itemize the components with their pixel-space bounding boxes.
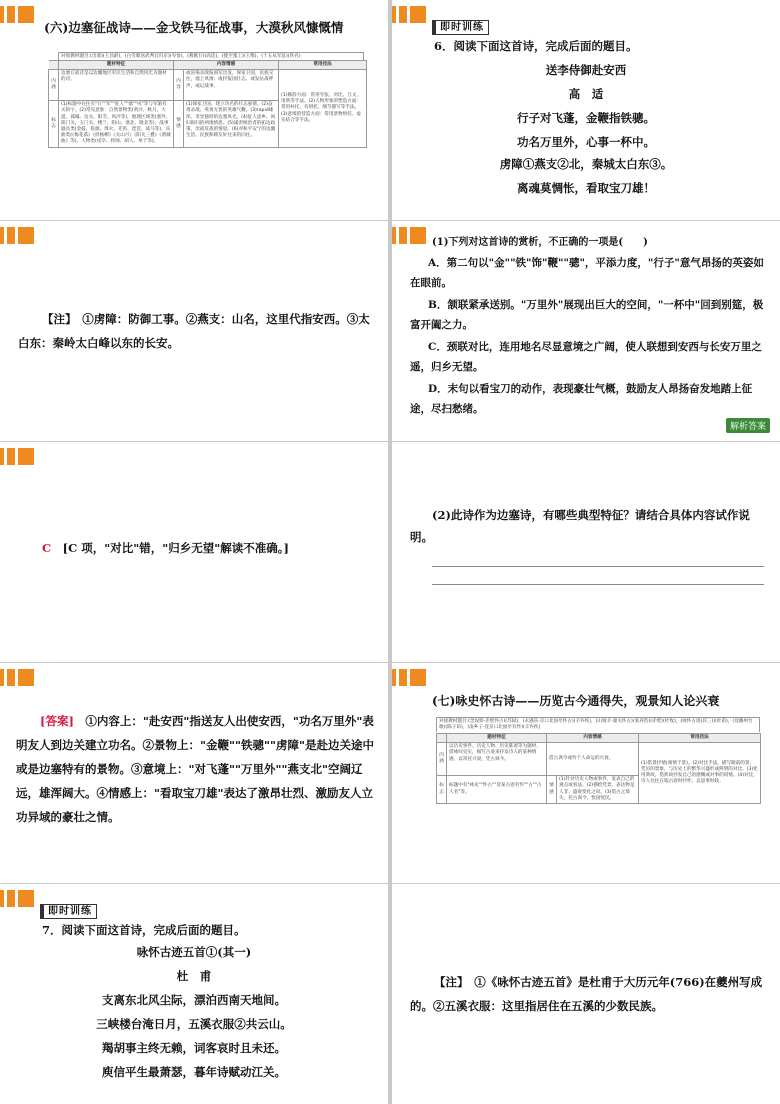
cell-marks-content: (1)针对历史人物或事件，发表自己的观点或看法。(2)描绘凭景，表达物是人非、盛衰变化之叹。(3)借古之境失，托古讽今，忧国忧民。 [557,776,639,804]
poem-line-1: 行子对飞蓬，金鞭指铁骢。 [517,111,655,125]
option-a[interactable]: A．第二句以"金""铁"饰"鞭""骢"，平添力度，"行子"意气昂扬的英姿如在眼前。 [410,257,764,289]
notes-label: 【注】 [434,975,463,989]
slide-question-2 [392,442,780,662]
slide-frontier-poetry-table [0,0,388,220]
q1-stem: (1)下列对这首诗的赏析，不正确的一项是( ) [432,237,648,248]
answer-line [42,538,289,558]
row-label-marks: 标 志 [437,776,447,804]
cell-meaning-content: 借古讽今或吟个人命运的兴衰。 [547,743,639,776]
col-header-theme: 题材特征 [59,61,174,70]
col-header-tech: 常用技法 [639,734,761,743]
poem-line-3: 虏障①燕支②北，秦城太白东③。 [499,157,673,171]
orange-stripe-icon [0,669,34,686]
cell-techniques: (1)修辞方面：常用夸张、对比、互文、用典等手法。(2)人物形象的塑造方面：常用衬托、有烘托、细节描写等手法。(3)意境的营造方面：常用景物烘托、虚实结合等手法。 [279,70,367,147]
notes-paragraph [410,970,766,1018]
row-label-meaning: 内 涵 [437,743,447,776]
slide-poem-notes-7 [392,884,780,1104]
slide-exercise-6-poem [392,0,780,220]
orange-stripe-icon [392,6,426,23]
poem-title: 咏怀古迹五首①(其一) [136,945,252,959]
practice-tag: 即时训练 [432,20,489,35]
slide-question-1 [392,221,780,441]
col-header-theme: 题材特征 [447,734,547,743]
slide-answer-1 [0,442,388,662]
exercise-question: 6．阅读下面这首诗，完成后面的题目。 [434,39,638,53]
notes-text: ①虏障：防御工事。②燕支：山名，这里代指安西。③太白东：秦岭太白峰以东的长安。 [18,312,370,350]
cell-marks-content: (1)保家卫国、建立功名的壮志豪情。(2)奋勇杀敌、英勇无畏的英雄气概。(3)rapid雄浑、奇异独特的边塞风光。(4)征人思乡、闺妇盼归的两地情思。(5)谴责统治者的拓边政策，厌战反战的情思。(6)对和平安宁的边疆生活、民族和睦友好往来的向往。 [184,101,279,147]
poem-line-1: 支离东北风尘际，漂泊西南天地间。 [102,993,286,1007]
answer-line-2[interactable] [432,584,764,585]
notes-paragraph [18,307,374,355]
slide-exercise-7-poem [0,884,388,1104]
poem-line-4: 庾信平生最萧瑟，暮年诗赋动江关。 [102,1065,286,1079]
slide-answer-2 [0,663,388,883]
section-title: (七)咏史怀古诗——历览古今通得失，观景知人论兴衰 [432,694,720,708]
col-header-tech: 常用技法 [279,61,367,70]
option-b[interactable]: B．颔联紧承送别。"万里外"展现出巨大的空间，"一杯中"回到别筵，极富开阖之力。 [410,299,764,331]
row-mid-label-emotion: 情 感 [547,776,557,804]
answer-choice: C [42,541,52,555]
poem-line-2: 三峡楼台淹日月，五溪衣服②共云山。 [96,1017,292,1031]
table-caption: 对接教材题目:(念奴娇·赤壁怀古)(苏轼)，(永遇乐·京口北固亭怀古)(辛弃疾)，(山坡羊·潼关怀古)(张养浩)(赤壁)(杜牧)，(咏怀古迹(其三))(杜甫)，(登幽州台歌)(陈子昂)，(南乡子·登京口北固亭有怀)(辛弃疾) [436,717,760,732]
orange-stripe-icon [392,227,426,244]
poem-line-3: 羯胡事主终无赖，词客哀时且未还。 [102,1041,286,1055]
section-title: (六)边塞征战诗——金戈铁马征战事，大漠秋风慷慨情 [44,20,344,35]
answer-text: ①内容上："赴安西"指送友人出使安西，"功名万里外"表明友人到边关建立功名。②景物上："金鞭""铁骢""虏障"是赴边关途中或是边塞特有的景物。③意境上："对飞蓬""万里外""燕支北"空阔辽远，雄浑阔大。④情感上："看取宝刀雄"表达了激昂壮烈、激励友人立功异域的豪壮之情。 [16,714,374,824]
show-answer-button[interactable]: 解析答案 [726,418,770,433]
poem-title: 送李侍御赴安西 [545,63,627,77]
orange-stripe-icon [0,6,34,23]
col-header-content: 内容情感 [547,734,639,743]
option-c[interactable]: C．颈联对比，连用地名尽显意境之广阔，使人联想到安西与长安万里之遥，归乡无望。 [410,341,762,373]
option-d[interactable]: D．末句以看宝刀的动作，表现豪壮气概，鼓励友人昂扬奋发地踏上征途，尽扫愁绪。 [410,383,753,415]
col-header-content: 内容情感 [174,61,279,70]
answer-line-1[interactable] [432,566,764,567]
history-poetry-table [436,733,761,804]
practice-tag: 即时训练 [40,904,97,919]
cell-techniques: (1)借景抒情(寓情于景)。(2)对比手法，描写眼前的景，凭吊的景象，与历史上的繁华兴盛形成鲜明的对比。(3)化用典故，借典故抒发自己的感慨或对事的同情。(4)对比，诗人往往在临古迹时抒怀，以思事时政。 [639,743,761,804]
slide-history-poetry-table [392,663,780,883]
orange-stripe-icon [392,669,426,686]
cell-marks-theme: 标题中有"咏史""怀古""登某古迹有怀""古""古人名"等。 [447,776,547,804]
exercise-question: 7．阅读下面这首诗，完成后面的题目。 [42,923,246,937]
answer-explanation: [C 项，"对比"错，"归乡无望"解读不准确。] [62,541,289,555]
answer-paragraph [16,709,374,829]
poem-author: 高 适 [568,87,604,101]
table-caption: 对接教材题目:(出塞)(王昌龄)，(白雪歌送武判官归京)(岑参)，(燕歌行)(高适)，(使至塞上)(王维)，(十五从军征)(佚名) [58,52,364,61]
cell-meaning-theme: 以历史事件、历史人物、历史陈迹等为题材，借咏叹史实，揭写古迹来抒发诗人的某种情感，以寄托兴衰、凭古讽今。 [447,743,547,776]
poem-line-2: 功名万里外，心事一杯中。 [517,135,655,149]
orange-stripe-icon [0,890,34,907]
row-mid-label-emotion: 情 感 [174,101,184,147]
orange-stripe-icon [0,227,34,244]
orange-stripe-icon [0,448,34,465]
poem-line-4: 离魂莫惆怅，看取宝刀雄！ [517,181,655,195]
slide-poem-notes [0,221,388,441]
notes-label: 【注】 [42,312,71,326]
row-mid-label-content: 内 容 [174,70,184,101]
cell-marks-theme: (1)标题中往往有"行""军""征人""塞""戍"等与军旅有关的字。(2)常见意象：自然景物类(黄沙、秋月、大漠、孤城、边关、阳雪、风沙等)，地理区域类(塞外、阳门关、玉门关、楼兰、阴山、塞北、陇北等)，战事器具类(金鼓、旌旗、烽火、羌笛、琵琶、战马等)，乐曲类(《梅花落》《折杨柳》《关山月》《阳关三叠》《渭城曲》等)，人物类(戍卒、将帅、胡人、单于等)。 [59,101,174,147]
frontier-poetry-table [48,60,367,148]
cell-meaning-content: 或渲染杀敌报国军出发，保家卫国，民族交往，塞上风情；或抒报国壮志，或发抗战呼声，或记战事。 [184,70,279,101]
cell-meaning-theme: 边塞丘战诗是以边疆地区军民生活和自然风光为题材的诗。 [59,70,174,101]
row-label-meaning: 内 涵 [49,70,59,101]
notes-text: ①《咏怀古迹五首》是杜甫于大历元年(766)在夔州写成的。②五溪衣服：这里指居住在五溪的少数民族。 [410,975,763,1013]
answer-label: [答案] [40,714,74,728]
poem-author: 杜 甫 [176,969,212,983]
q2-stem: (2)此诗作为边塞诗，有哪些典型特征？请结合具体内容试作说明。 [410,508,750,544]
row-label-marks: 标 志 [49,101,59,147]
